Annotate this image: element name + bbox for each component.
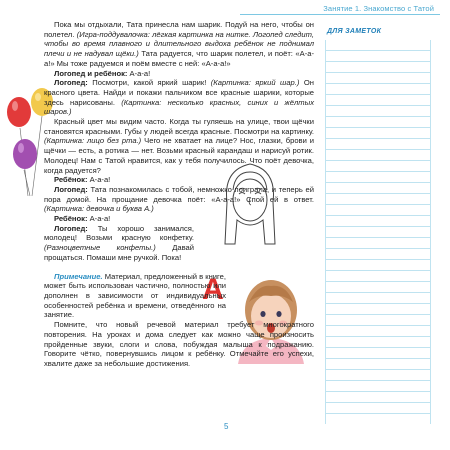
- dialogue-line: Ребёнок: А-а-а!: [54, 214, 111, 224]
- purple-balloon: [13, 139, 37, 169]
- remark-paragraph: Примечание. Материал, предложенный в книге, может быть использован частично, полностью или дополнен в зависимости от индивидуальных особенностей ребёнка и времени, отведённого на занятие.: [44, 271, 226, 320]
- paragraph-balloon: Пока мы отдыхали, Тата принесла нам шарик. Подуй на него, чтобы он полетел. (Игра-поддувалочка: лёгкая картинка на нитке. Логопед следит, чтобы во время плавного и длительного выдоха ребёнок не поднимал плечи и не надувал щёки.) Тата радуется, что шарик полетел, и поёт: «А-а-а!» Мы тоже радуемся и поём вместе с ней: «А-а-а!»: [44, 20, 314, 68]
- dialogue-line: Логопед: Тата познакомилась с тобой, немножко поиграла, и теперь ей пора домой. На прощание девочка поёт: «А-а-а!» Спой ей в ответ. (Картинка: девочка и буква А.): [44, 184, 314, 214]
- dialogue-line: Логопед: Посмотри, какой яркий шарик! (Картинка: яркий шар.) Он красного цвета. Найди и покажи пальчиком все красные шарики, которые здесь нарисованы. (Картинка: несколько красных, синих и жёлтых шаров.): [44, 78, 314, 117]
- chapter-header: Занятие 1. Знакомство с Татой: [323, 4, 434, 13]
- page-number: 5: [224, 422, 229, 431]
- notes-title: ДЛЯ ЗАМЕТОК: [327, 28, 382, 35]
- dialogue-line: Логопед: Ты хорошо занимался, молодец! Возьми красную конфетку. (Разноцветные конфеты.) Давай прощаться. Помаши мне ручкой. Пока!: [44, 223, 194, 262]
- dialogue-line: Логопед и ребёнок: А-а-а!: [54, 68, 151, 78]
- letter-a: А: [202, 273, 224, 304]
- red-balloon: [7, 97, 31, 127]
- notes-lines: [325, 40, 431, 424]
- header-rule: [240, 14, 440, 15]
- notes-panel: [325, 28, 431, 424]
- dialogue-line: Ребёнок: А-а-а!: [54, 175, 111, 185]
- paragraph-repetition: Помните, что новый речевой материал требует многократного повторения. На уроках и дома следует как можно чаще произносить пройденные звуки, слоги и слова, побуждая малыша к подражанию. Говорите чётко, повернувшись лицом к ребёнку. Отмечайте его успехи, хвалите даже за небольшие достижения.: [44, 320, 314, 368]
- body-text: [44, 20, 314, 369]
- remark-label: Примечание.: [54, 271, 103, 281]
- paragraph-red-color: Красный цвет мы видим часто. Когда ты гуляешь на улице, твои щёчки становятся красными. Губы у людей всегда красные. Посмотри на картинку. (Картинка: лицо без рта.) Чего не хватает на лице? Нос, глазки, брови и щёчки — есть, а ротика — нет. Возьми красный карандаш и нарисуй ротик. Молодец! Нам с Татой нравится, как у тебя получилось. Что поёт девочка, когда радуется?: [44, 117, 315, 175]
